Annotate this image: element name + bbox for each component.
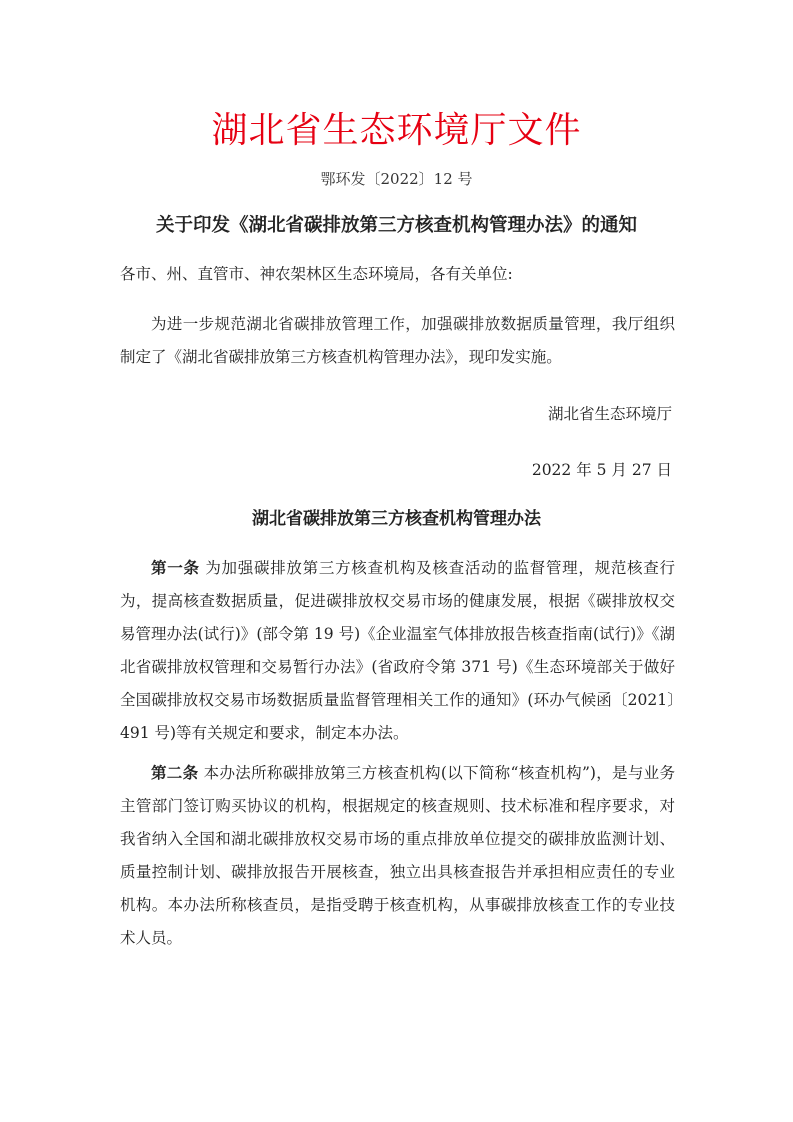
article-1 (120, 552, 675, 750)
notice-body: 为进一步规范湖北省碳排放管理工作，加强碳排放数据质量管理，我厅组织制定了《湖北省碳排放第三方核查机构管理办法》，现印发实施。 (120, 315, 675, 366)
document-header-title: 湖北省生态环境厅文件 (211, 110, 582, 151)
notice-date: 2022 年 5 月 27 日 (531, 461, 672, 479)
article-1-label: 第一条 (151, 559, 200, 577)
notice-title: 关于印发《湖北省碳排放第三方核查机构管理办法》的通知 (155, 215, 637, 236)
document-number: 鄂环发〔2022〕12 号 (320, 170, 473, 188)
notice-signature: 湖北省生态环境厅 (547, 405, 672, 423)
notice-addressee: 各市、州、直管市、神农架林区生态环境局，各有关单位: (120, 265, 513, 283)
article-2-label: 第二条 (151, 764, 199, 782)
measures-title: 湖北省碳排放第三方核查机构管理办法 (252, 509, 541, 529)
article-2-text: 本办法所称碳排放第三方核查机构(以下简称“核查机构”)，是与业务主管部门签订购买协议的机构，根据规定的核查规则、技术标准和程序要求，对我省纳入全国和湖北碳排放权交易市场的重点排放单位提交的碳排放监测计划、质量控制计划、碳排放报告开展核查，独立出具核查报告并承担相应责任的专业机构。本办法所称核查员，是指受聘于核查机构，从事碳排放核查工作的专业技术人员。 (120, 764, 675, 947)
article-2 (120, 757, 675, 955)
article-1-text: 为加强碳排放第三方核查机构及核查活动的监督管理，规范核查行为，提高核查数据质量，促进碳排放权交易市场的健康发展，根据《碳排放权交易管理办法(试行)》(部令第 19 号)《企业温室气体排放报告核查指南(试行)》《湖北省碳排放权管理和交易暂行办法》(省政府令第 371 号)《生态环境部关于做好全国碳排放权交易市场数据质量监督管理相关工作的通知》(环办气候函〔2021〕491 号)等有关规定和要求，制定本办法。 (120, 559, 675, 742)
